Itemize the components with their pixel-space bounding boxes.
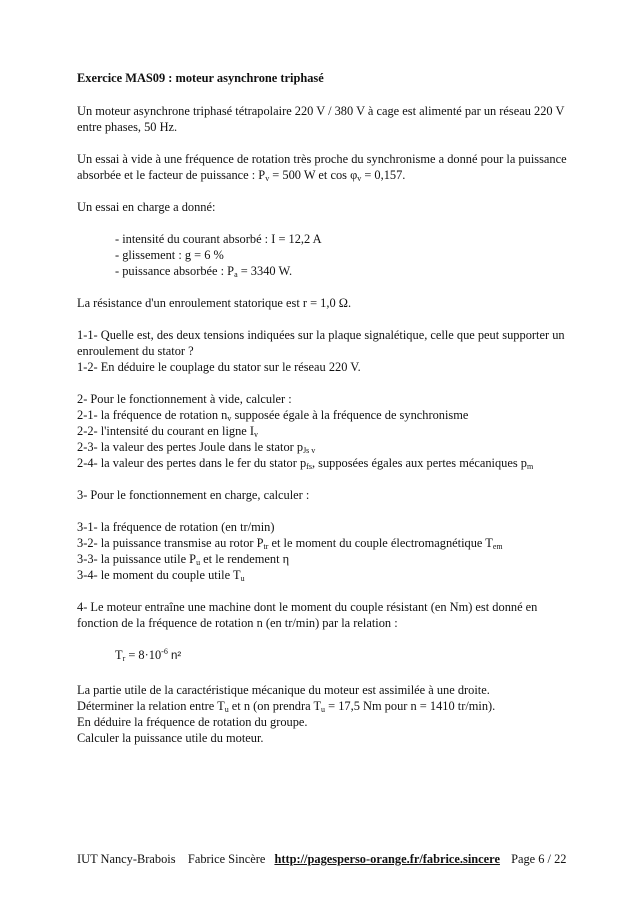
question-3-4: 3-4- le moment du couple utile $T_u$	[77, 568, 245, 583]
torque-equation: $T_r = 8\cdot 10^{-6}$ n²	[115, 647, 182, 663]
final-line-3: En déduire la fréquence de rotation du groupe.	[77, 715, 308, 729]
question-3-3: 3-3- la puissance utile $P_u$ et le rendement η	[77, 552, 290, 567]
question-block-3	[77, 519, 577, 583]
load-test-list	[115, 231, 577, 279]
question-2-2: 2-2- l'intensité du courant en ligne $I_v$	[77, 424, 259, 439]
question-3: 3- Pour le fonctionnement en charge, calculer :	[77, 488, 310, 502]
question-1-1: 1-1- Quelle est, des deux tensions indiquées sur la plaque signalétique, celle que peut supporter un enroulement du stator ?	[77, 328, 565, 358]
final-line-2: Déterminer la relation entre $T_u$ et n (on prendra $T_u = 17,5$ Nm pour n = 1410 tr/min).	[77, 699, 496, 714]
question-2-3: 2-3- la valeur des pertes Joule dans le stator $p_{Js v}$	[77, 440, 316, 455]
list-item: - glissement : g = 6 %	[115, 248, 224, 262]
question-1-2: 1-2- En déduire le couplage du stator sur le réseau 220 V.	[77, 360, 361, 374]
final-block	[77, 682, 577, 746]
footer-page-number: Page 6 / 22	[511, 852, 567, 866]
exercise-title: Exercice MAS09 : moteur asynchrone triphasé	[77, 71, 324, 85]
footer-institution: IUT Nancy-Brabois	[77, 852, 176, 866]
load-test-intro: Un essai en charge a donné:	[77, 200, 216, 214]
final-line-4: Calculer la puissance utile du moteur.	[77, 731, 264, 745]
question-3-1: 3-1- la fréquence de rotation (en tr/min)	[77, 520, 275, 534]
page-footer	[77, 851, 582, 867]
list-item: - intensité du courant absorbé : I = 12,2 A	[115, 232, 322, 246]
question-2-1: 2-1- la fréquence de rotation $n_v$ supposée égale à la fréquence de synchronisme	[77, 408, 469, 423]
final-line-1: La partie utile de la caractéristique mécanique du moteur est assimilée à une droite.	[77, 683, 490, 697]
resistance-paragraph: La résistance d'un enroulement statorique est r = 1,0 Ω.	[77, 296, 352, 310]
question-block-2	[77, 391, 577, 471]
list-item: - puissance absorbée : $P_a = 3340$ W.	[115, 264, 293, 279]
footer-author: Fabrice Sincère	[187, 852, 266, 866]
question-2: 2- Pour le fonctionnement à vide, calculer :	[77, 392, 292, 406]
no-load-test-paragraph: Un essai à vide à une fréquence de rotation très proche du synchronisme a donné pour la puissance absorbée et le facteur de puissance : $P_v = 500$ W et $\cos \varphi_v = 0,157$.	[77, 152, 567, 183]
intro-paragraph: Un moteur asynchrone triphasé tétrapolaire 220 V / 380 V à cage est alimenté par un réseau 220 V entre phases, 50 Hz.	[77, 104, 565, 134]
question-3-2: 3-2- la puissance transmise au rotor $P_{tr}$ et le moment du couple électromagnétique $T_{em}$	[77, 536, 503, 551]
question-2-4: 2-4- la valeur des pertes dans le fer du stator $p_{fs}$, supposées égales aux pertes mécaniques $p_m$	[77, 456, 534, 471]
question-4: 4- Le moteur entraîne une machine dont le moment du couple résistant (en Nm) est donné en fonction de la fréquence de rotation n (en tr/min) par la relation :	[77, 600, 538, 630]
document-body	[77, 70, 577, 746]
question-block-1	[77, 327, 577, 375]
footer-link[interactable]: http://pagesperso-orange.fr/fabrice.sincere	[274, 852, 500, 866]
